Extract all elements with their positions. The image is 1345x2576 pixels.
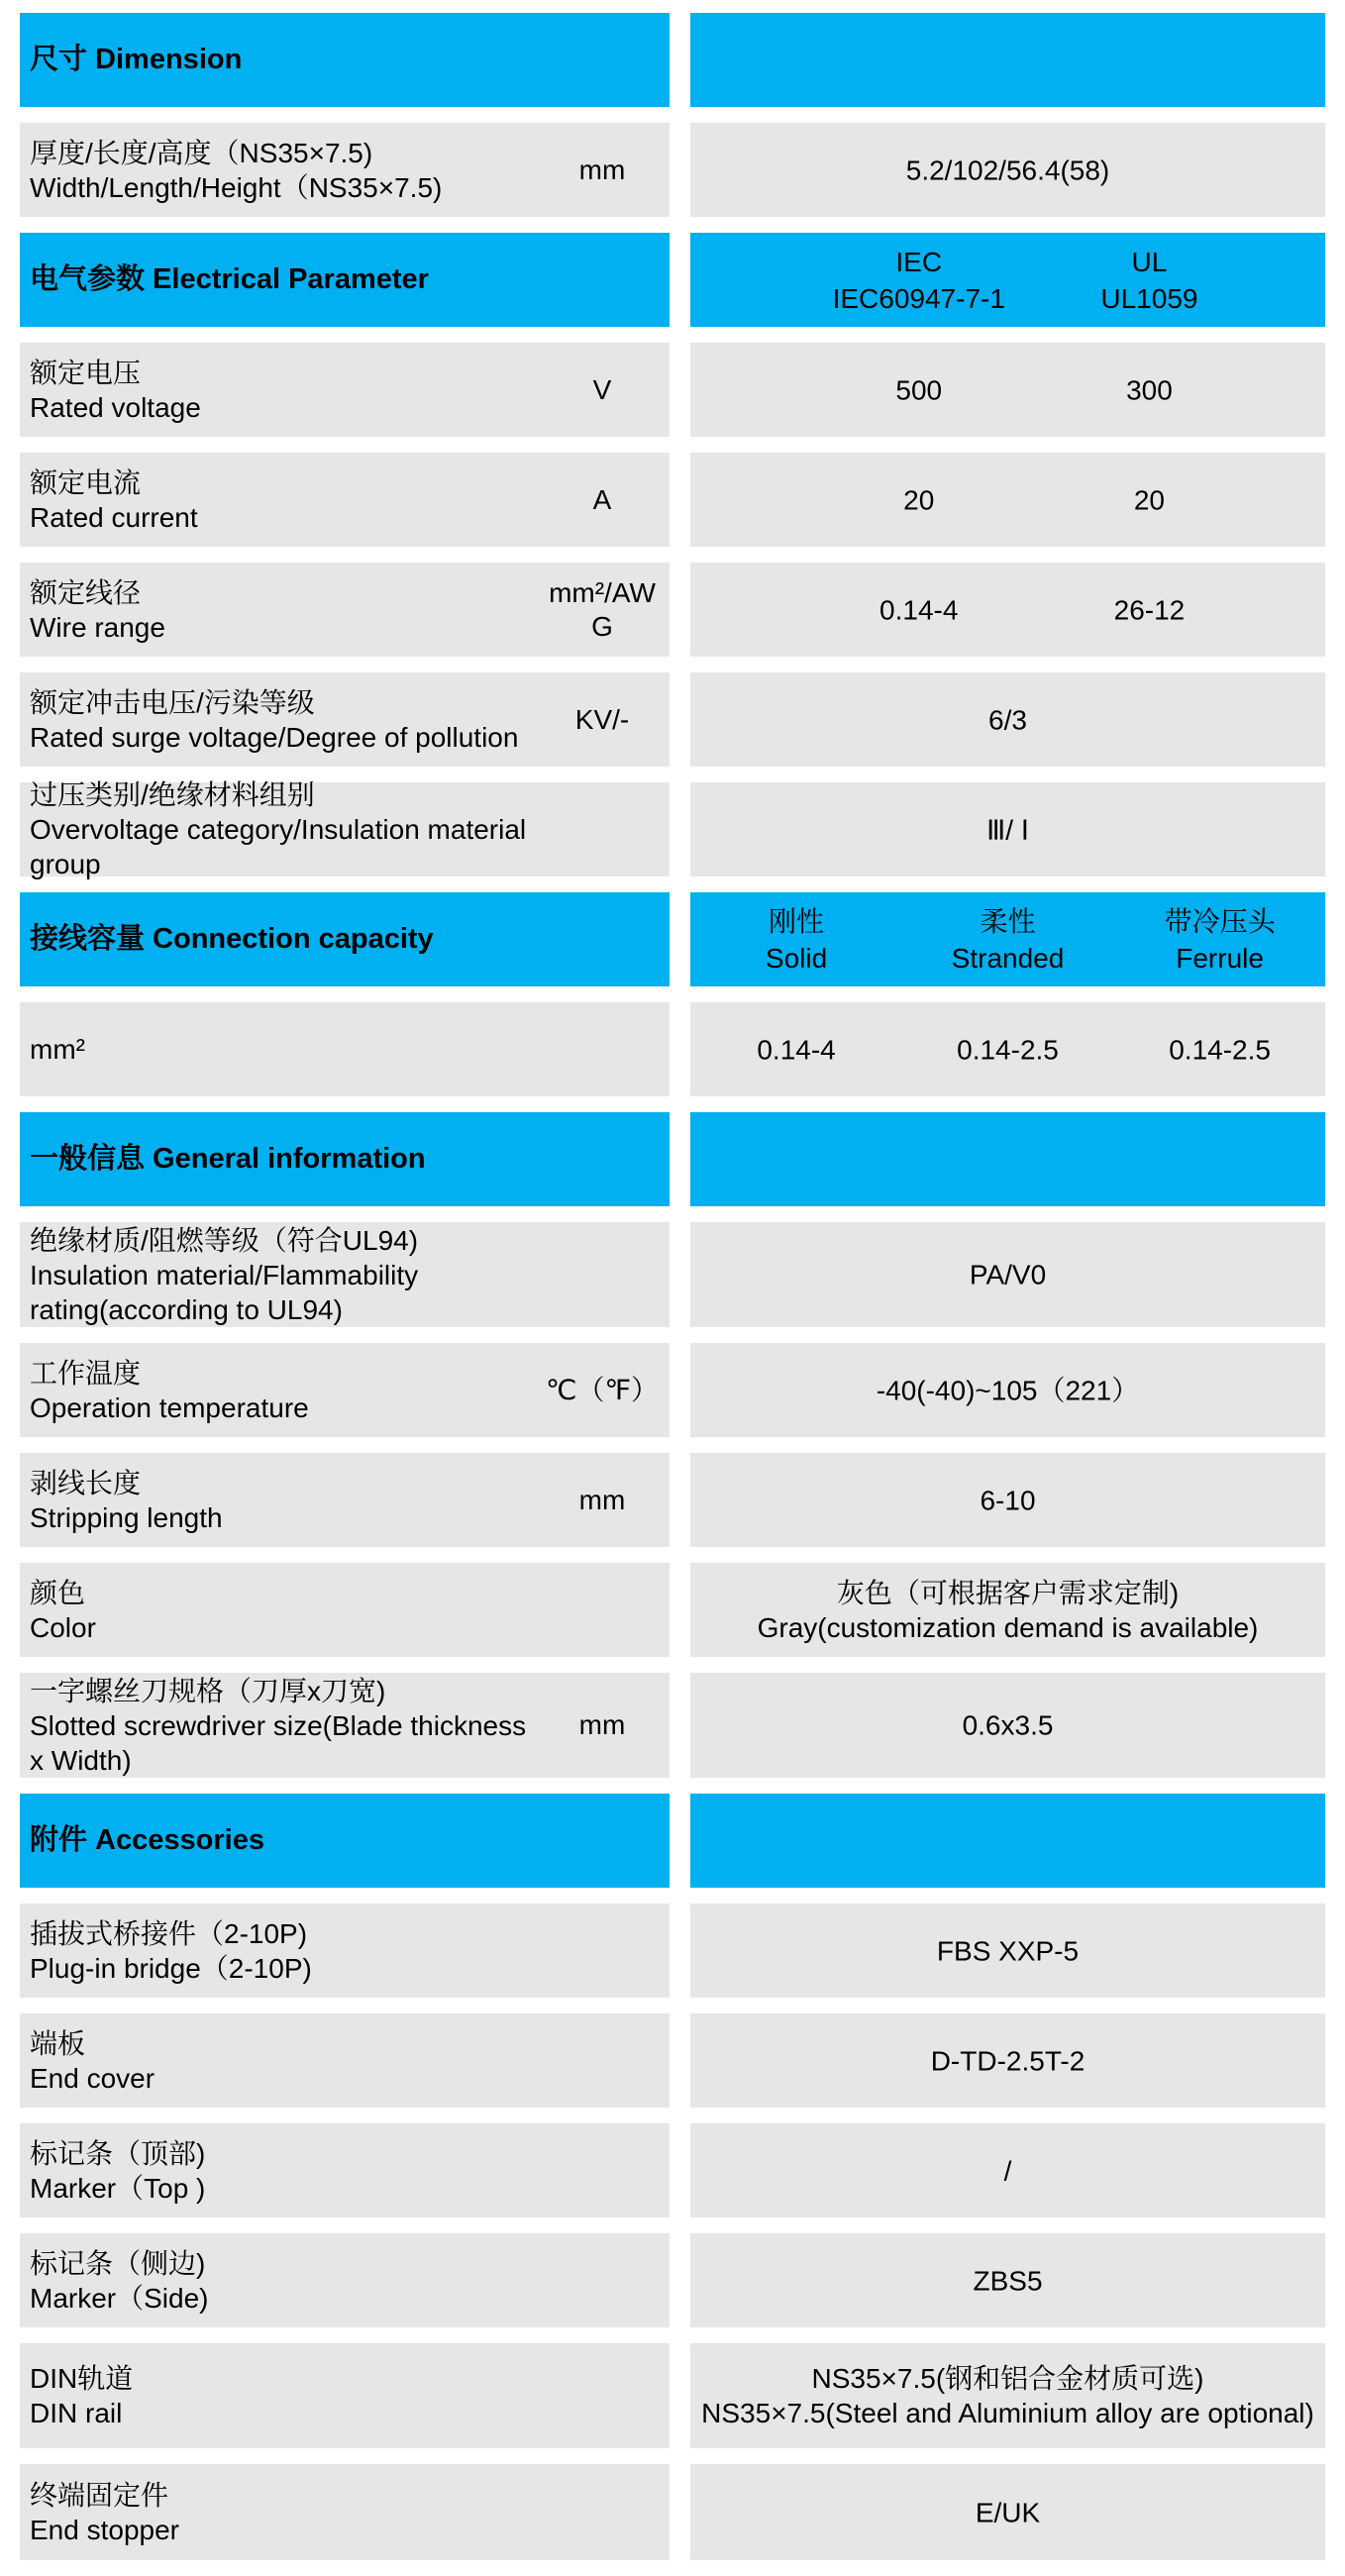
param-label xyxy=(30,136,543,205)
param-zh: 终端固定件 xyxy=(30,2479,169,2511)
table-row-din-rail xyxy=(20,2343,1325,2448)
param-zh: 厚度/长度/高度（NS35×7.5) xyxy=(30,137,373,168)
param-label xyxy=(30,356,543,425)
param-label xyxy=(30,685,543,755)
col-line1: 带冷压头 xyxy=(1164,905,1276,937)
value-cell xyxy=(690,2123,1325,2217)
value: FBS XXP-5 xyxy=(936,1935,1080,1966)
param-en: Rated surge voltage/Degree of pollution xyxy=(30,721,519,753)
section-header-left xyxy=(20,892,670,986)
table-row-rated-current xyxy=(20,453,1325,547)
table-row-color xyxy=(20,1563,1325,1657)
param-cell xyxy=(20,672,670,767)
column-header-ul xyxy=(1100,244,1197,317)
value: E/UK xyxy=(975,2497,1041,2527)
param-label xyxy=(30,777,543,881)
param-label xyxy=(30,2026,543,2096)
value-iec: 20 xyxy=(903,484,935,515)
param-zh: 剥线长度 xyxy=(30,1467,142,1498)
col-line1: 柔性 xyxy=(980,905,1036,937)
param-label xyxy=(30,1466,543,1535)
param-cell xyxy=(20,343,670,437)
section-header-left xyxy=(20,233,670,327)
value xyxy=(696,1576,1318,1645)
section-accessories xyxy=(20,1794,1325,1888)
param-cell xyxy=(20,1453,670,1547)
section-title: 接线容量 Connection capacity xyxy=(30,923,434,955)
param-en: Slotted screwdriver size(Blade thickness x Width) xyxy=(30,1709,527,1776)
value-cell xyxy=(690,1222,1325,1327)
param-zh: 标记条（侧边) xyxy=(30,2247,206,2279)
value: D-TD-2.5T-2 xyxy=(930,2045,1086,2076)
param-label xyxy=(30,1223,543,1327)
value-cell xyxy=(690,1343,1325,1437)
value-en: Gray(customization demand is available) xyxy=(757,1611,1259,1643)
param-cell xyxy=(20,1222,670,1327)
section-header-right xyxy=(690,13,1325,107)
param-en: Wire range xyxy=(30,611,165,643)
unit-label: mm xyxy=(578,1484,626,1515)
param-zh: 工作温度 xyxy=(30,1357,142,1389)
value-cell xyxy=(690,2013,1325,2108)
value-ul: 26-12 xyxy=(1113,594,1186,625)
table-row-rated-voltage xyxy=(20,343,1325,437)
param-zh: 过压类别/绝缘材料组别 xyxy=(30,779,315,810)
column-header-ferrule xyxy=(1165,903,1276,977)
param-cell xyxy=(20,2013,670,2108)
col-line1: 刚性 xyxy=(769,905,825,937)
value-cell xyxy=(690,1002,1325,1096)
param-en: Rated current xyxy=(30,501,198,533)
value xyxy=(696,2361,1318,2430)
param-label xyxy=(30,1916,543,1986)
value-ferrule: 0.14-2.5 xyxy=(1169,1034,1271,1065)
param-label xyxy=(30,2478,543,2547)
value-cell xyxy=(690,563,1325,657)
param-cell xyxy=(20,1673,670,1778)
param-label xyxy=(30,1032,662,1067)
col-line2: IEC60947-7-1 xyxy=(832,282,1005,314)
section-dimension xyxy=(20,13,1325,107)
col-line2: UL1059 xyxy=(1100,282,1198,314)
column-header-stranded xyxy=(952,903,1065,977)
param-en: Marker（Top ) xyxy=(30,2172,206,2204)
value: Ⅲ/ Ⅰ xyxy=(985,814,1030,845)
param-cell xyxy=(20,1343,670,1437)
unit-label: mm xyxy=(578,1709,626,1740)
param-en: End cover xyxy=(30,2062,155,2094)
section-connection-capacity xyxy=(20,892,1325,986)
param-zh: DIN轨道 xyxy=(30,2363,134,2394)
param-cell xyxy=(20,2464,670,2560)
col-line2: Stranded xyxy=(951,942,1065,974)
section-header-right xyxy=(690,1112,1325,1206)
section-header-left xyxy=(20,1794,670,1888)
table-row-end-cover xyxy=(20,2013,1325,2108)
param-cell xyxy=(20,453,670,547)
param-en: Plug-in bridge（2-10P) xyxy=(30,1952,312,1984)
value-cell xyxy=(690,1563,1325,1657)
param-en: Marker（Side) xyxy=(30,2282,209,2314)
param-cell xyxy=(20,1563,670,1657)
param-zh: 插拔式桥接件（2-10P) xyxy=(30,1917,308,1949)
value-cell xyxy=(690,2464,1325,2560)
value-cell xyxy=(690,343,1325,437)
param-cell xyxy=(20,563,670,657)
param-label xyxy=(30,2136,543,2206)
value-en: NS35×7.5(Steel and Aluminium alloy are optional) xyxy=(701,2398,1314,2428)
unit-label: A xyxy=(592,483,612,515)
value: / xyxy=(1003,2155,1012,2186)
value-solid: 0.14-4 xyxy=(757,1034,836,1065)
param-zh: mm² xyxy=(30,1034,85,1065)
table-row-surge-voltage xyxy=(20,672,1325,767)
table-row-capacity-mm2 xyxy=(20,1002,1325,1096)
section-header-right xyxy=(690,233,1325,327)
param-en: Rated voltage xyxy=(30,391,201,423)
table-row-overvoltage-category xyxy=(20,779,1325,879)
col-line1: IEC xyxy=(895,246,943,277)
param-label xyxy=(30,2361,543,2430)
param-label xyxy=(30,1356,543,1425)
table-row-operation-temperature xyxy=(20,1343,1325,1437)
param-cell xyxy=(20,1904,670,1998)
param-en: Stripping length xyxy=(30,1501,223,1533)
param-zh: 额定冲击电压/污染等级 xyxy=(30,686,315,718)
param-zh: 额定电流 xyxy=(30,466,142,498)
param-label xyxy=(30,2246,543,2316)
param-en: Color xyxy=(30,1611,96,1643)
param-cell xyxy=(20,2233,670,2327)
section-general-information xyxy=(20,1112,1325,1206)
table-row-plug-in-bridge xyxy=(20,1904,1325,1998)
param-en: DIN rail xyxy=(30,2398,123,2428)
value-ul: 300 xyxy=(1126,374,1173,405)
unit-label: V xyxy=(592,373,612,405)
section-electrical xyxy=(20,233,1325,327)
param-zh: 绝缘材质/阻燃等级（符合UL94) xyxy=(30,1224,419,1256)
value: -40(-40)~105（221） xyxy=(876,1375,1140,1405)
param-zh: 一字螺丝刀规格（刀厚x刀宽) xyxy=(30,1675,386,1706)
section-title: 附件 Accessories xyxy=(30,1824,264,1856)
param-cell xyxy=(20,2123,670,2217)
value-zh: NS35×7.5(钢和铝合金材质可选) xyxy=(811,2363,1204,2394)
unit-label: ℃（℉） xyxy=(545,1374,660,1405)
column-header-solid xyxy=(766,903,827,977)
param-zh: 颜色 xyxy=(30,1577,86,1608)
unit-label: mm²/AWG xyxy=(549,576,656,642)
value-cell xyxy=(690,672,1325,767)
section-header-right xyxy=(690,1794,1325,1888)
value-iec: 0.14-4 xyxy=(879,594,959,625)
value: PA/V0 xyxy=(969,1259,1047,1290)
value-cell xyxy=(690,2233,1325,2327)
value: 6-10 xyxy=(980,1485,1036,1515)
col-line2: Ferrule xyxy=(1176,942,1264,974)
param-label xyxy=(30,1576,543,1645)
param-cell xyxy=(20,123,670,217)
column-header-iec xyxy=(833,244,1005,317)
param-zh: 额定电压 xyxy=(30,357,142,388)
value-cell xyxy=(690,1673,1325,1778)
table-row-marker-top xyxy=(20,2123,1325,2217)
unit-label: KV/- xyxy=(574,703,630,735)
param-en: Overvoltage category/Insulation material group xyxy=(30,814,527,879)
value-cell xyxy=(690,453,1325,547)
table-row-marker-side xyxy=(20,2233,1325,2327)
value-iec: 500 xyxy=(895,374,943,405)
param-label xyxy=(30,1674,543,1778)
section-header-right xyxy=(690,892,1325,986)
table-row-end-stopper xyxy=(20,2464,1325,2560)
spec-table xyxy=(20,13,1325,2576)
value-cell xyxy=(690,1904,1325,1998)
value: ZBS5 xyxy=(973,2265,1043,2296)
section-title: 一般信息 General information xyxy=(30,1143,426,1175)
value: 5.2/102/56.4(58) xyxy=(905,155,1110,185)
param-zh: 额定线径 xyxy=(30,576,142,608)
param-label xyxy=(30,465,543,535)
param-en: Width/Length/Height（NS35×7.5) xyxy=(30,171,443,203)
param-zh: 端板 xyxy=(30,2027,86,2059)
value: 6/3 xyxy=(988,704,1027,735)
param-en: Insulation material/Flammability rating(according to UL94) xyxy=(30,1259,419,1325)
value-cell xyxy=(690,782,1325,876)
table-row-stripping-length xyxy=(20,1453,1325,1547)
unit-label: mm xyxy=(578,154,626,185)
param-en: End stopper xyxy=(30,2514,179,2545)
value-zh: 灰色（可根据客户需求定制) xyxy=(836,1577,1180,1608)
table-row-screwdriver-size xyxy=(20,1673,1325,1778)
param-label xyxy=(30,575,543,645)
param-cell xyxy=(20,779,670,879)
table-row-wire-range xyxy=(20,563,1325,657)
table-row-dimensions xyxy=(20,123,1325,217)
col-line1: UL xyxy=(1131,246,1168,277)
section-title: 尺寸 Dimension xyxy=(30,44,243,75)
value-cell xyxy=(690,1453,1325,1547)
section-title: 电气参数 Electrical Parameter xyxy=(30,263,429,295)
value-stranded: 0.14-2.5 xyxy=(957,1034,1059,1065)
param-en: Operation temperature xyxy=(30,1391,309,1423)
col-line2: Solid xyxy=(765,942,828,974)
value: 0.6x3.5 xyxy=(962,1709,1054,1741)
value-ul: 20 xyxy=(1133,484,1166,515)
param-cell xyxy=(20,2343,670,2448)
section-header-left xyxy=(20,1112,670,1206)
param-zh: 标记条（顶部) xyxy=(30,2137,206,2169)
section-header-left xyxy=(20,13,670,107)
table-row-insulation-material xyxy=(20,1222,1325,1327)
param-cell xyxy=(20,1002,670,1096)
value-cell xyxy=(690,2343,1325,2448)
value-cell xyxy=(690,123,1325,217)
